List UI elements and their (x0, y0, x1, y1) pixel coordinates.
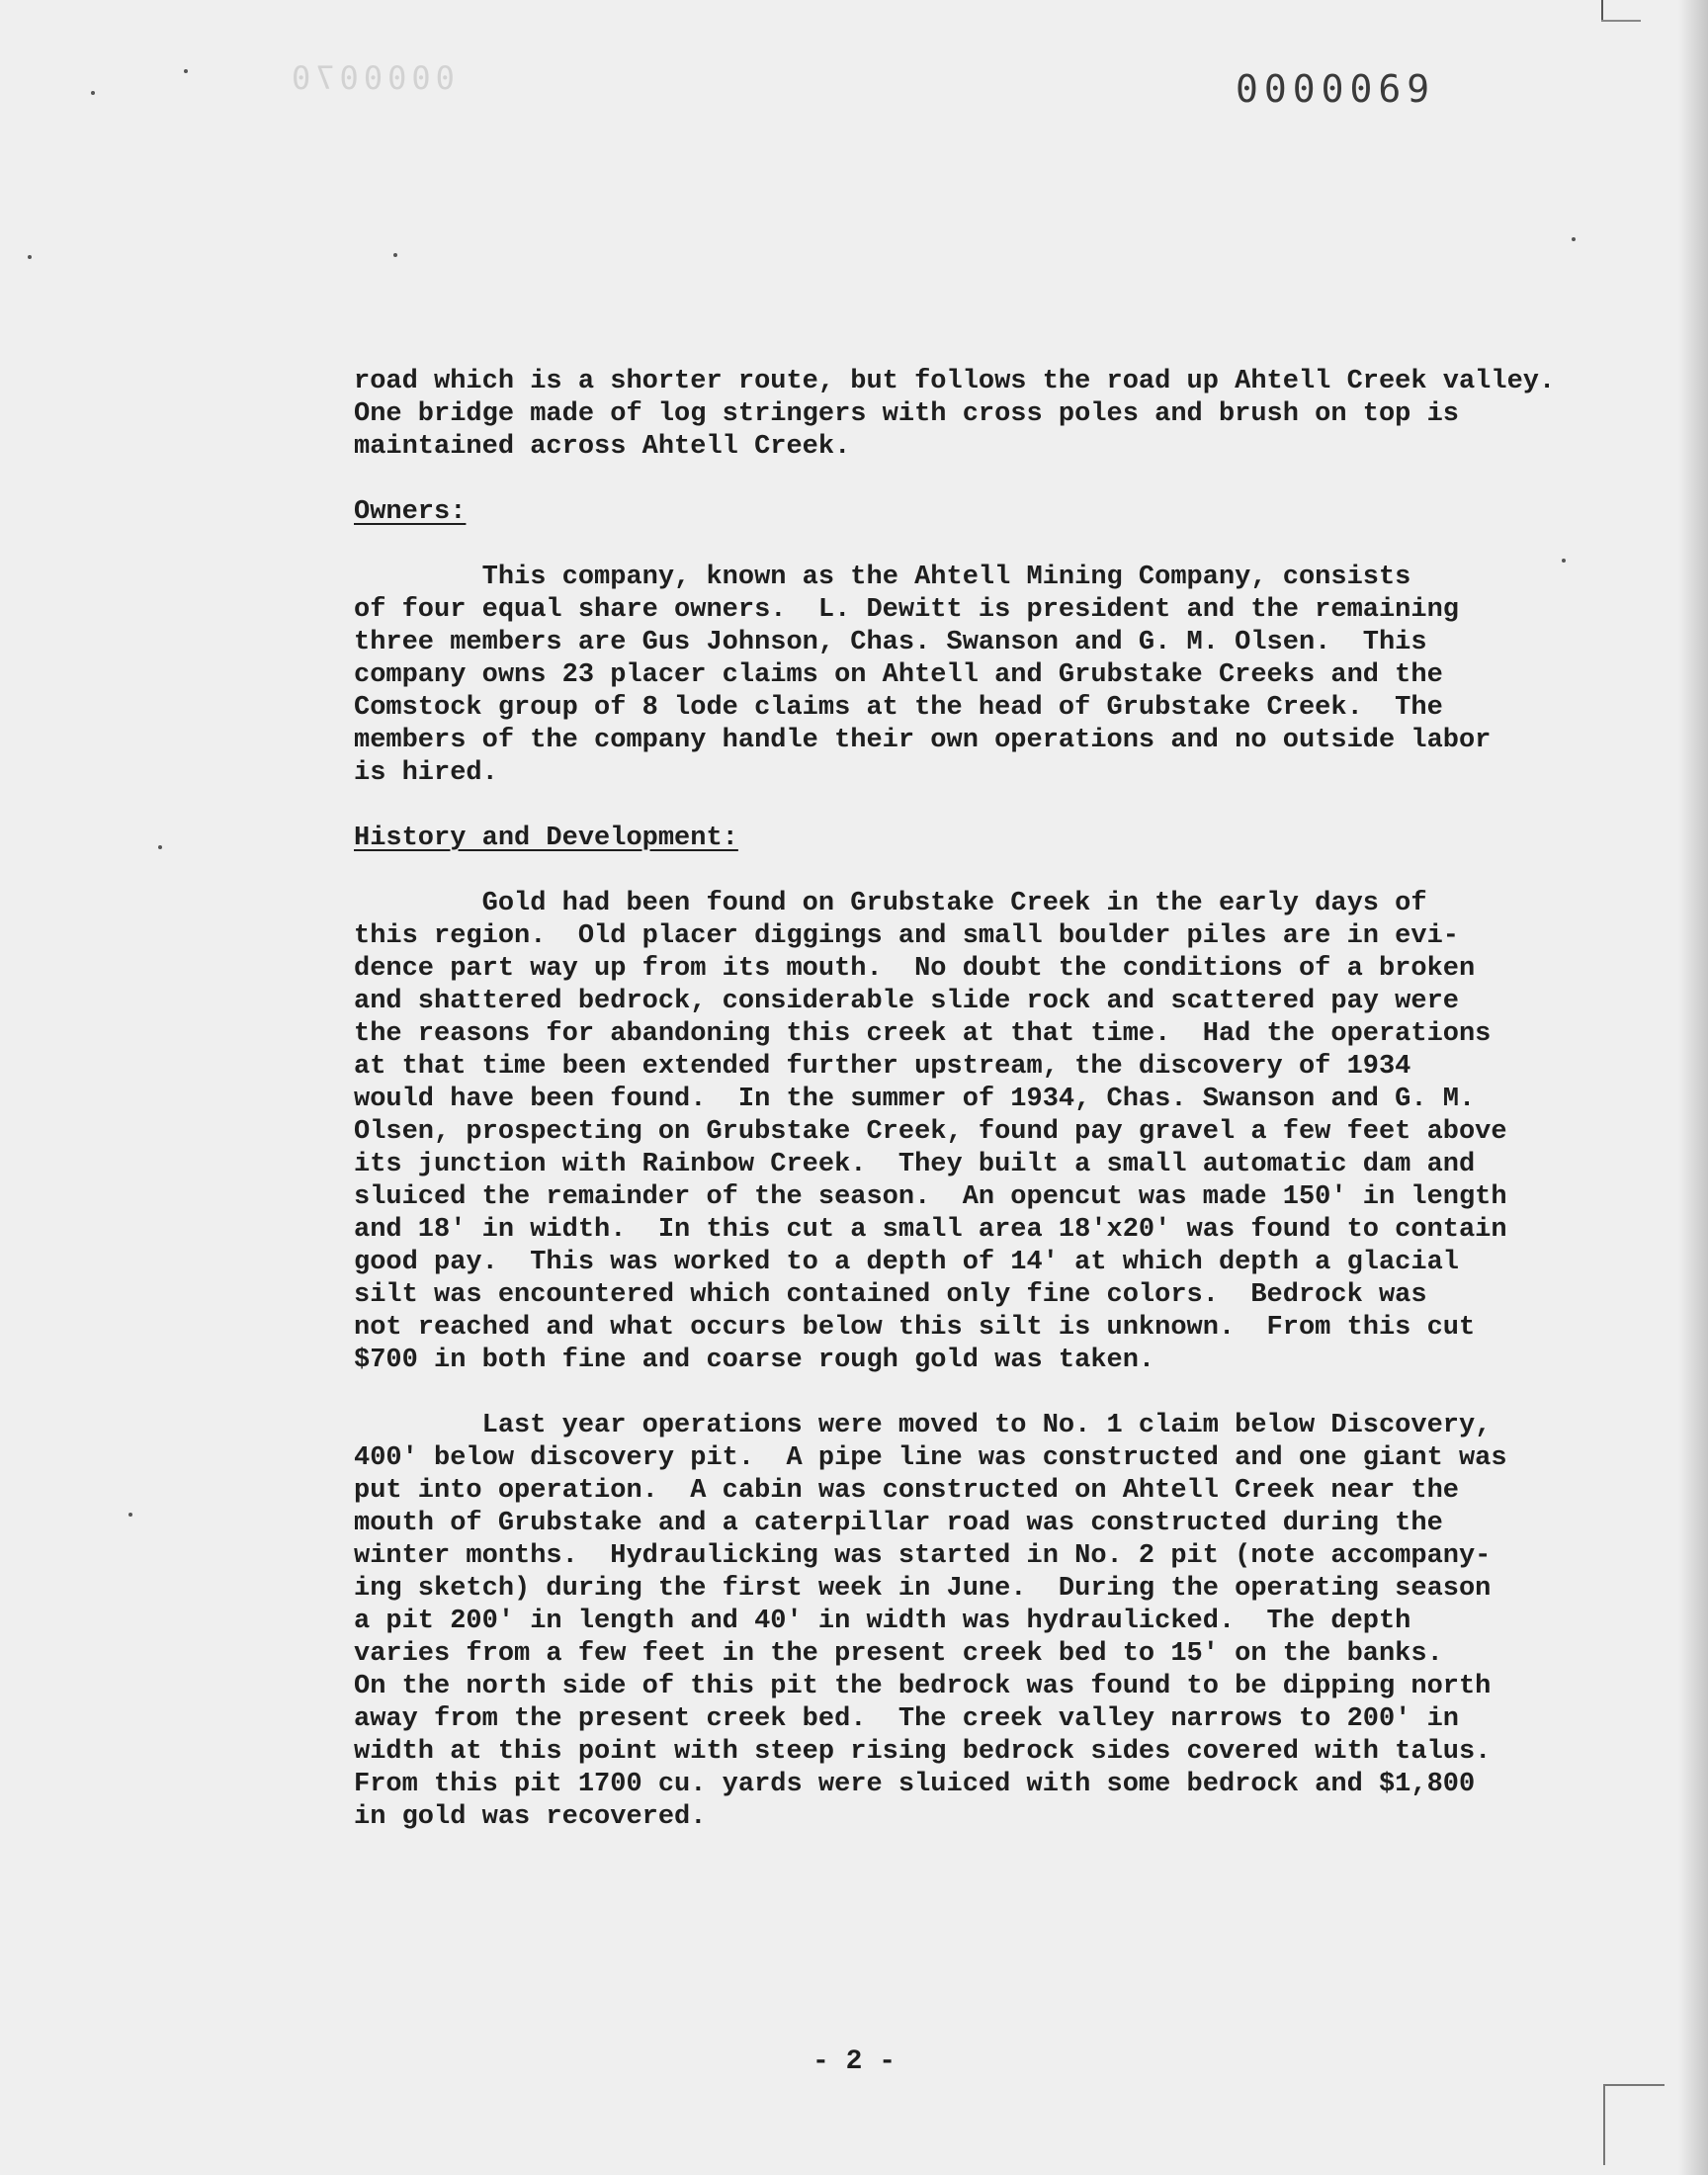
speck (158, 845, 162, 849)
speck (184, 69, 188, 73)
corner-mark (1603, 2084, 1665, 2165)
document-body (354, 366, 1609, 1867)
paragraph-history-2: Last year operations were moved to No. 1 claim below Discovery, 400' below discovery pit. A pipe line was constructed and one giant was put into operation. A cabin was constructed on Ahtell Creek near the mouth of Grubstake and a caterpillar road was constructed during the winter months. Hydraulicking was started in No. 2 pit (note accompany- ing sketch) during the first week in June. During the operating season a pit 200' in length and 40' in width was hydraulicked. The depth varies from a few feet in the present creek bed to 15' on the banks. On the north side of this pit the bedrock was found to be dipping north away from the present creek bed. The creek valley narrows to 200' in width at this point with steep rising bedrock sides covered with talus. From this pit 1700 cu. yards were sluiced with some bedrock and $1,800 in gold was recovered. (354, 1411, 1507, 1832)
speck (91, 91, 95, 95)
document-number: 0000069 (1236, 67, 1436, 111)
corner-mark (1601, 20, 1641, 22)
bleed-through-number: 0000070 (287, 59, 455, 97)
page-number: - 2 - (811, 2046, 896, 2077)
corner-mark (1601, 0, 1603, 22)
speck (1572, 237, 1576, 241)
paragraph-owners: This company, known as the Ahtell Mining Company, consists of four equal share owners. L. Dewitt is president and the remaining three members are Gus Johnson, Chas. Swanson and G. M. Olsen. This company owns 23 placer claims on Ahtell and Grubstake Creeks and the Comstock group of 8 lode claims at the head of Grubstake Creek. The members of the company handle their own operations and no outside labor is hired. (354, 563, 1492, 788)
speck (128, 1513, 132, 1517)
speck (393, 253, 397, 257)
section-heading-history: History and Development: (354, 824, 738, 853)
speck (28, 255, 32, 259)
paragraph-route: road which is a shorter route, but follows the road up Ahtell Creek valley. One bridge made of log stringers with cross poles and brush on top is maintained across Ahtell Creek. (354, 367, 1556, 462)
paragraph-history-1: Gold had been found on Grubstake Creek in the early days of this region. Old placer diggings and small boulder piles are in evi- dence part way up from its mouth. No doubt the conditions of a broken and shattered bedrock, considerable slide rock and scattered pay were the reasons for abandoning this creek at that time. Had the operations at that time been extended further upstream, the discovery of 1934 would have been found. In the summer of 1934, Chas. Swanson and G. M. Olsen, prospecting on Grubstake Creek, found pay gravel a few feet above its junction with Rainbow Creek. They built a small automatic dam and sluiced the remainder of the season. An opencut was made 150' in length and 18' in width. In this cut a small area 18'x20' was found to contain good pay. This was worked to a depth of 14' at which depth a glacial silt was encountered which contained only fine colors. Bedrock was not reached and what occurs below this silt is unknown. From this cut $700 in both fine and coarse rough gold was taken. (354, 889, 1507, 1375)
page-edge-shadow (1678, 0, 1708, 2175)
section-heading-owners: Owners: (354, 497, 467, 527)
